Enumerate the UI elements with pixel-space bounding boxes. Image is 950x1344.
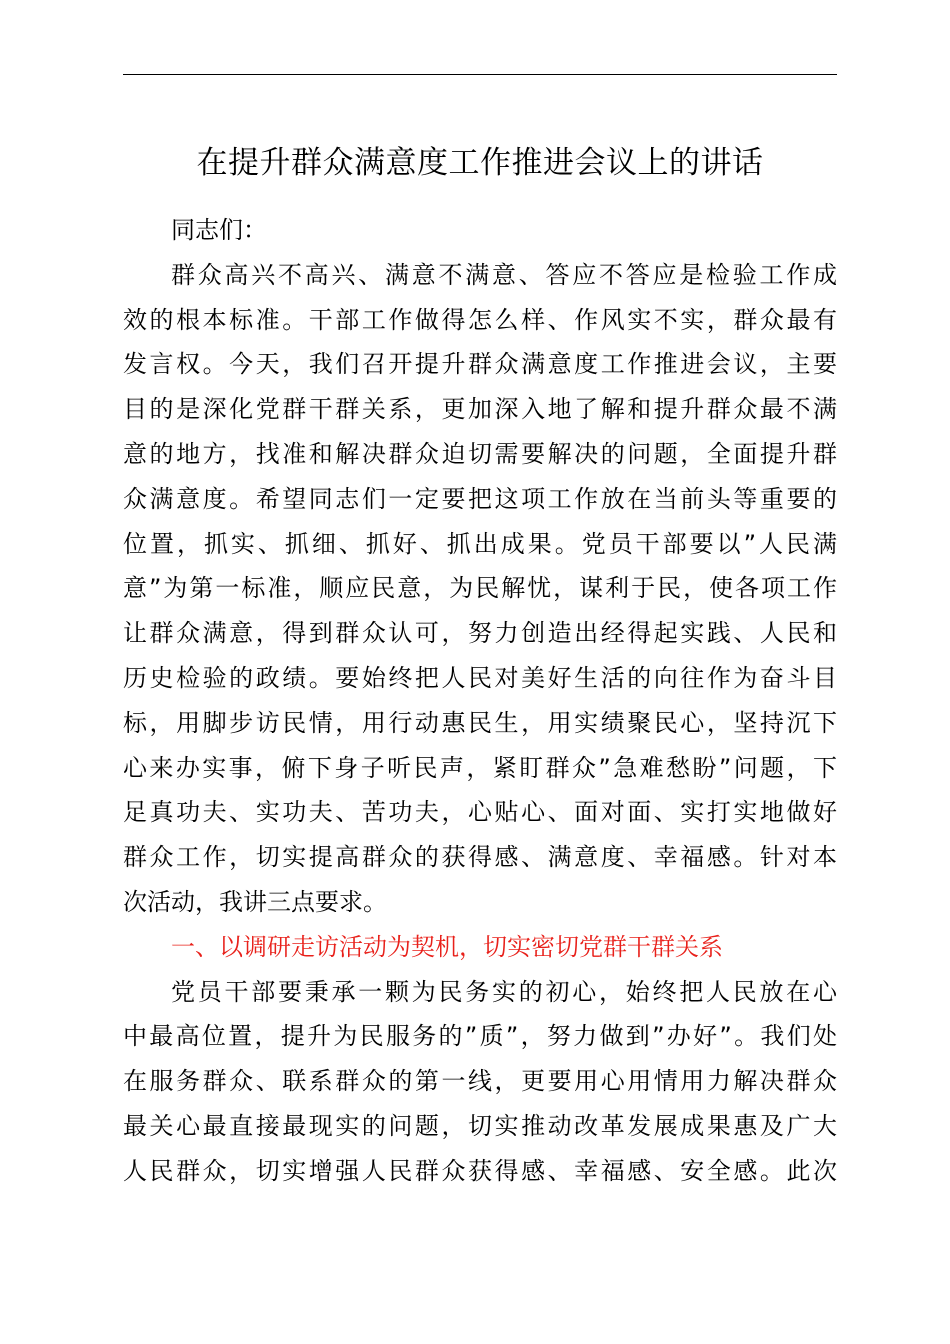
paragraph-line: 众满意度。希望同志们一定要把这项工作放在当前头等重要的 [123, 484, 837, 513]
paragraph-line: 足真功夫、实功夫、苦功夫，心贴心、面对面、实打实地做好 [123, 798, 837, 827]
paragraph-line: 目的是深化党群干群关系，更加深入地了解和提升群众最不满 [123, 395, 837, 424]
paragraph-line: 历史检验的政绩。要始终把人民对美好生活的向往作为奋斗目 [123, 663, 837, 692]
paragraph-line: 位置，抓实、抓细、抓好、抓出成果。党员干部要以”人民满 [123, 529, 837, 558]
paragraph-line: 让群众满意，得到群众认可，努力创造出经得起实践、人民和 [123, 619, 837, 648]
paragraph-line: 标，用脚步访民情，用行动惠民生，用实绩聚民心，坚持沉下 [123, 708, 837, 737]
document-title: 在提升群众满意度工作推进会议上的讲话 [196, 145, 764, 181]
paragraph-line: 发言权。今天，我们召开提升群众满意度工作推进会议，主要 [123, 350, 837, 379]
paragraph-line: 在服务群众、联系群众的第一线，更要用心用情用力解决群众 [123, 1067, 837, 1096]
paragraph-line: 群众工作，切实提高群众的获得感、满意度、幸福感。针对本 [123, 843, 837, 872]
header-rule [123, 74, 837, 75]
paragraph-line: 最关心最直接最现实的问题，切实推动改革发展成果惠及广大 [123, 1111, 837, 1140]
paragraph-line: 次活动，我讲三点要求。 [123, 887, 387, 916]
paragraph-line: 意”为第一标准，顺应民意，为民解忧，谋利于民，使各项工作 [123, 574, 837, 603]
paragraph-line: 效的根本标准。干部工作做得怎么样、作风实不实，群众最有 [123, 305, 837, 334]
paragraph-1 [123, 253, 837, 925]
section-heading-1: 一、以调研走访活动为契机，切实密切党群干群关系 [171, 932, 723, 961]
paragraph-line: 意的地方，找准和解决群众迫切需要解决的问题，全面提升群 [123, 439, 837, 468]
salutation: 同志们： [171, 216, 267, 244]
document-body [123, 208, 837, 1194]
paragraph-line: 群众高兴不高兴、满意不满意、答应不答应是检验工作成 [171, 260, 837, 289]
paragraph-line: 中最高位置，提升为民服务的”质”，努力做到”办好”。我们处 [123, 1022, 837, 1051]
paragraph-line: 党员干部要秉承一颗为民务实的初心，始终把人民放在心 [171, 977, 837, 1006]
paragraph-2 [123, 970, 837, 1194]
paragraph-line: 心来办实事，俯下身子听民声，紧盯群众”急难愁盼”问题，下 [123, 753, 837, 782]
paragraph-line: 人民群众，切实增强人民群众获得感、幸福感、安全感。此次 [123, 1156, 837, 1185]
